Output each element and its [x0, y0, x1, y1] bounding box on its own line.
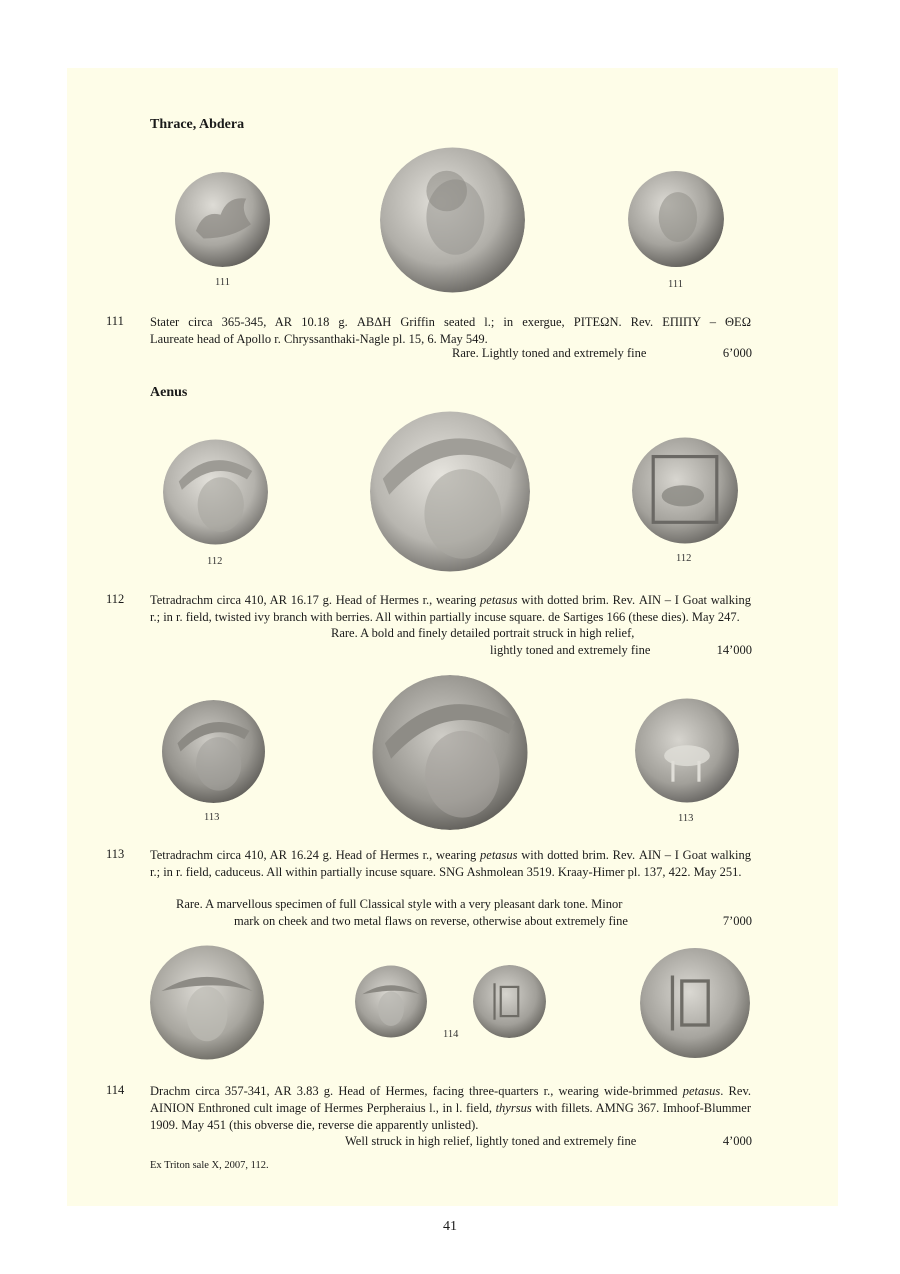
lot-description-114: [150, 1083, 751, 1134]
coin-image-113-reverse: [635, 698, 739, 803]
coin-label-112-reverse: 112: [676, 553, 692, 564]
coin-image-112-reverse: [632, 437, 738, 544]
desc-text: Drachm circa 357-341, AR 3.83 g. Head of Hermes, facing three-quarters r., wearing wide-brimmed: [150, 1084, 683, 1098]
desc-text: Tetradrachm circa 410, AR 16.17 g. Head of Hermes r., wearing: [150, 593, 481, 607]
lot-description-113: [150, 847, 751, 881]
coin-image-114-obverse: [355, 964, 427, 1039]
lot-price-111: 6’000: [722, 346, 752, 360]
lot-rating-113-line2: mark on cheek and two metal flaws on reverse, otherwise about extremely fine: [234, 914, 628, 928]
desc-italic: petasus: [480, 593, 518, 607]
lot-number: 114: [106, 1083, 125, 1097]
coin-image-112-obverse: [163, 437, 268, 547]
lot-description-112: [150, 592, 751, 626]
desc-text: Tetradrachm circa 410, AR 16.24 g. Head of Hermes r., wearing: [150, 848, 481, 862]
coin-image-114-reverse: [473, 965, 546, 1038]
coin-label-111: 111: [215, 277, 230, 288]
lot-rating-113-line1: Rare. A marvellous specimen of full Classical style with a very pleasant dark tone. Minor: [176, 897, 623, 911]
coin-image-111-reverse-enlarged: [380, 147, 525, 293]
provenance-note: Ex Triton sale X, 2007, 112.: [150, 1160, 269, 1171]
coin-image-111-obverse: [173, 172, 272, 267]
lot-number: 113: [106, 847, 125, 861]
lot-price-113: 7’000: [722, 914, 752, 928]
lot-rating-112-line2: lightly toned and extremely fine: [490, 643, 651, 657]
lot-rating-112-line1: Rare. A bold and finely detailed portrait struck in high relief,: [331, 626, 635, 640]
lot-number: 111: [106, 314, 124, 328]
desc-text: with dotted brim. Rev. ΑΙΝ – Ι Goat walking r.; in r. field, caduceus. All within partially incuse square. SNG Ashmolean 3519. Kraay-Himer pl. 137, 422. May 251.: [150, 848, 751, 879]
section-heading-thrace-abdera: Thrace, Abdera: [150, 117, 245, 132]
desc-italic: petasus: [682, 1084, 721, 1098]
lot-price-114: 4’000: [722, 1134, 752, 1148]
desc-text: with fillets. AMNG 367. Imhoof-Blummer 1909. May 451 (this obverse die, reverse die apparently unlisted).: [150, 1101, 751, 1132]
coin-image-112-obverse-enlarged: [370, 410, 530, 573]
coin-image-113-obverse-enlarged: [370, 675, 530, 830]
desc-line: Laureate head of Apollo r. Chryssanthaki-Nagle pl. 15, 6. May 549.: [150, 332, 488, 346]
lot-number: 112: [106, 592, 125, 606]
coin-label-111-reverse: 111: [668, 279, 683, 290]
page-number: 41: [443, 1219, 457, 1234]
desc-italic: petasus: [480, 848, 518, 862]
lot-rating-111: Rare. Lightly toned and extremely fine: [452, 346, 647, 360]
coin-label-113: 113: [204, 812, 220, 823]
coin-image-114-obverse-enlarged: [150, 945, 264, 1060]
section-heading-aenus: Aenus: [150, 385, 188, 400]
lot-description-111: [150, 314, 751, 348]
coin-label-112: 112: [207, 556, 223, 567]
coin-image-114-reverse-enlarged: [640, 947, 750, 1059]
coin-label-114: 114: [443, 1029, 459, 1040]
desc-line: Stater circa 365-345, AR 10.18 g. ΑΒΔΗ Griffin seated l.; in exergue, ΡΙΤΕΩΝ. Rev. ΕΠΙΠΥ – ΘΕΩ: [150, 315, 751, 329]
desc-text: with dotted brim. Rev. ΑΙΝ – Ι Goat walking r.; in r. field, twisted ivy branch with berries. All within partially incuse square. de Sartiges 166 (these dies). May 247.: [150, 593, 751, 624]
coin-image-113-obverse: [160, 700, 267, 803]
coin-label-113-reverse: 113: [678, 813, 694, 824]
lot-rating-114: Well struck in high relief, lightly toned and extremely fine: [345, 1134, 637, 1148]
desc-text: . Rev. ΑΙΝΙΟΝ Enthroned cult image of Hermes Perpheraius l., in l. field,: [150, 1084, 752, 1115]
lot-price-112: 14’000: [716, 643, 752, 657]
coin-image-111-reverse: [628, 170, 724, 268]
desc-italic: thyrsus: [495, 1101, 532, 1115]
